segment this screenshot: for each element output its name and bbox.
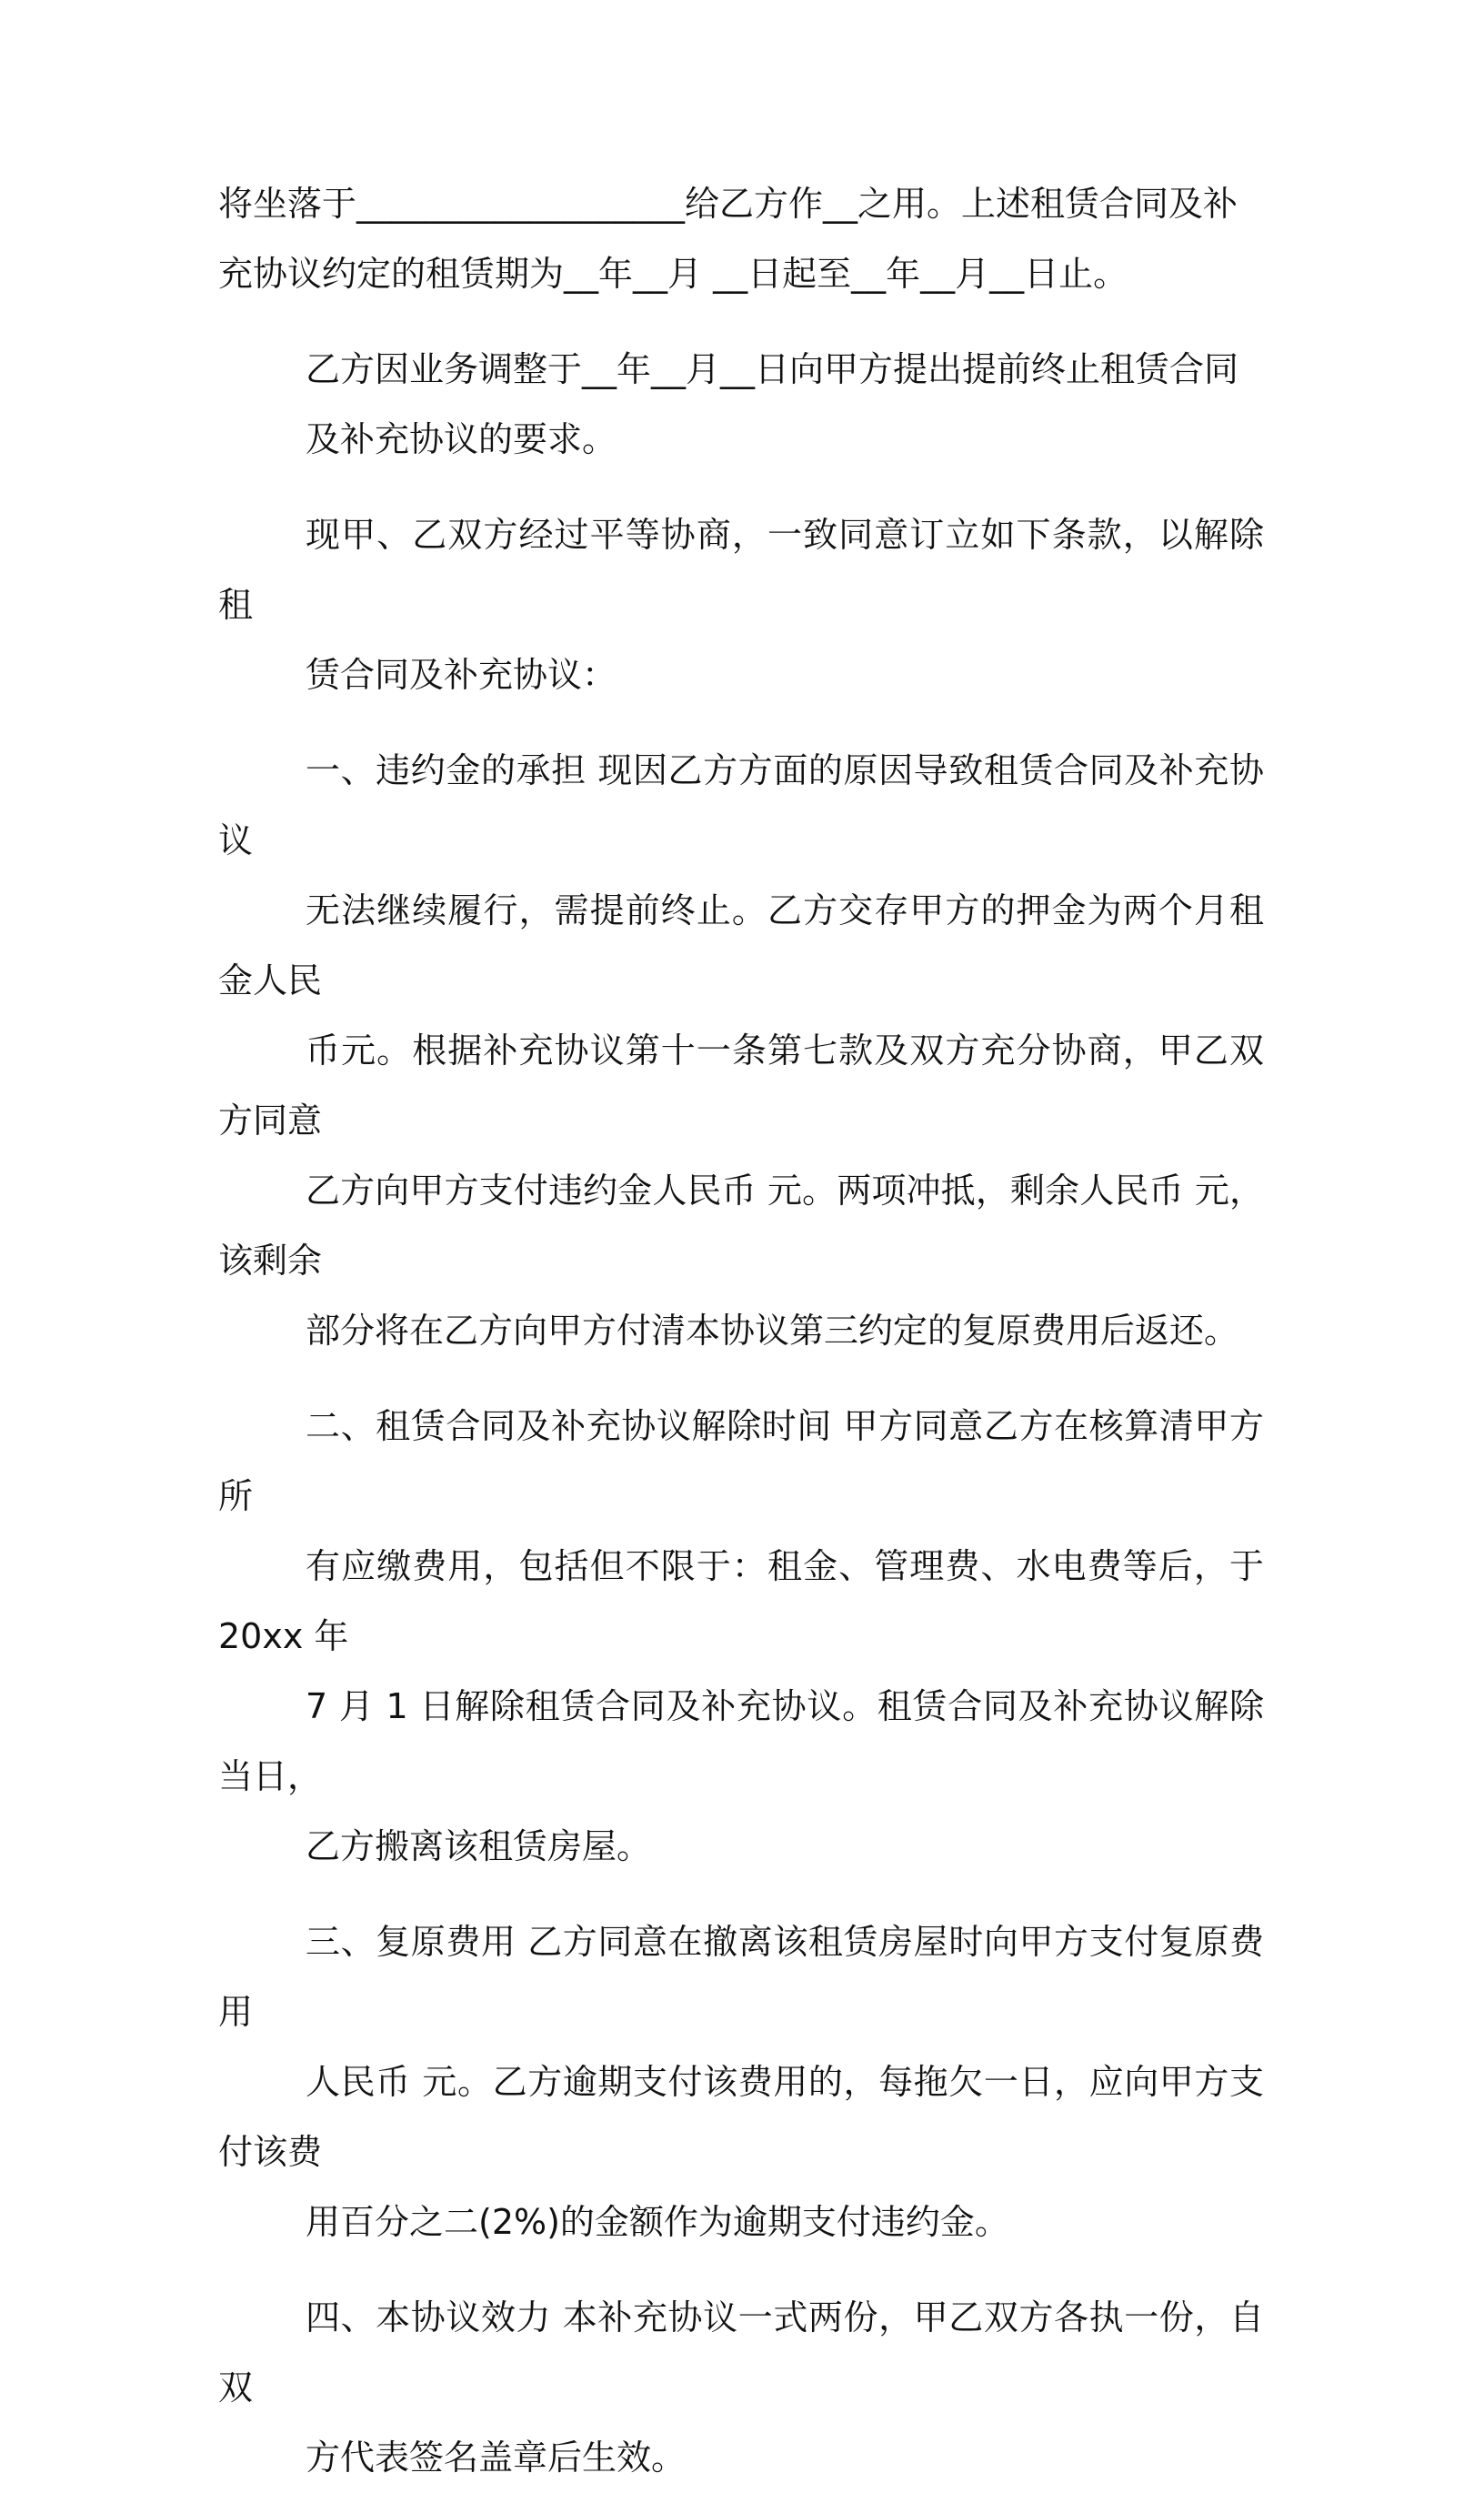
text-line: 将坐落于___________________给乙方作__之用。上述租赁合同及补: [218, 184, 1238, 224]
text-line: 有应缴费用，包括但不限于：租金、管理费、水电费等后，于 20xx 年: [218, 1546, 1264, 1656]
clause-2-termination-date: [218, 1392, 1264, 1882]
clause-1-penalty: [218, 736, 1264, 1366]
text-line: 7 月 1 日解除租赁合同及补充协议。租赁合同及补充协议解除当日，: [218, 1686, 1264, 1796]
text-line: 现甲、乙双方经过平等协商，一致同意订立如下条款，以解除租: [218, 515, 1264, 625]
text-line: 无法继续履行，需提前终止。乙方交存甲方的押金为两个月租金人民: [218, 890, 1264, 1000]
paragraph-agreement-intro: [218, 500, 1264, 710]
text-line: 部分将在乙方向甲方付清本协议第三约定的复原费用后返还。: [306, 1311, 1239, 1351]
document-body: [218, 169, 1264, 2493]
text-line: 二、租赁合同及补充协议解除时间 甲方同意乙方在核算清甲方所: [218, 1406, 1264, 1516]
text-line: 充协议约定的租赁期为__年__月 __日起至__年__月__日止。: [218, 254, 1128, 294]
text-line: 及补充协议的要求。: [306, 419, 617, 459]
text-line: 方代表签名盖章后生效。: [306, 2438, 687, 2478]
text-line: 币元。根据补充协议第十一条第七款及双方充分协商，甲乙双方同意: [218, 1030, 1264, 1141]
clause-4-effectiveness: [218, 2283, 1264, 2493]
text-line: 乙方因业务调整于__年__月__日向甲方提出提前终止租赁合同: [306, 349, 1239, 389]
text-line: 人民币 元。乙方逾期支付该费用的，每拖欠一日，应向甲方支付该费: [218, 2062, 1264, 2172]
clause-3-restoration-fee: [218, 1907, 1264, 2257]
text-line: 赁合同及补充协议：: [306, 655, 617, 695]
text-line: 乙方向甲方支付违约金人民币 元。两项冲抵，剩余人民币 元，该剩余: [218, 1171, 1264, 1281]
paragraph-termination-request: [218, 335, 1264, 475]
paragraph-lease-premises: [218, 169, 1264, 309]
text-line: 一、违约金的承担 现因乙方方面的原因导致租赁合同及补充协议: [218, 750, 1264, 860]
text-line: 用百分之二(2%)的金额作为逾期支付违约金。: [306, 2202, 1009, 2242]
text-line: 四、本协议效力 本补充协议一式两份，甲乙双方各执一份，自双: [218, 2297, 1264, 2408]
text-line: 三、复原费用 乙方同意在撤离该租赁房屋时向甲方支付复原费用: [218, 1922, 1264, 2032]
text-line: 乙方搬离该租赁房屋。: [306, 1826, 652, 1866]
